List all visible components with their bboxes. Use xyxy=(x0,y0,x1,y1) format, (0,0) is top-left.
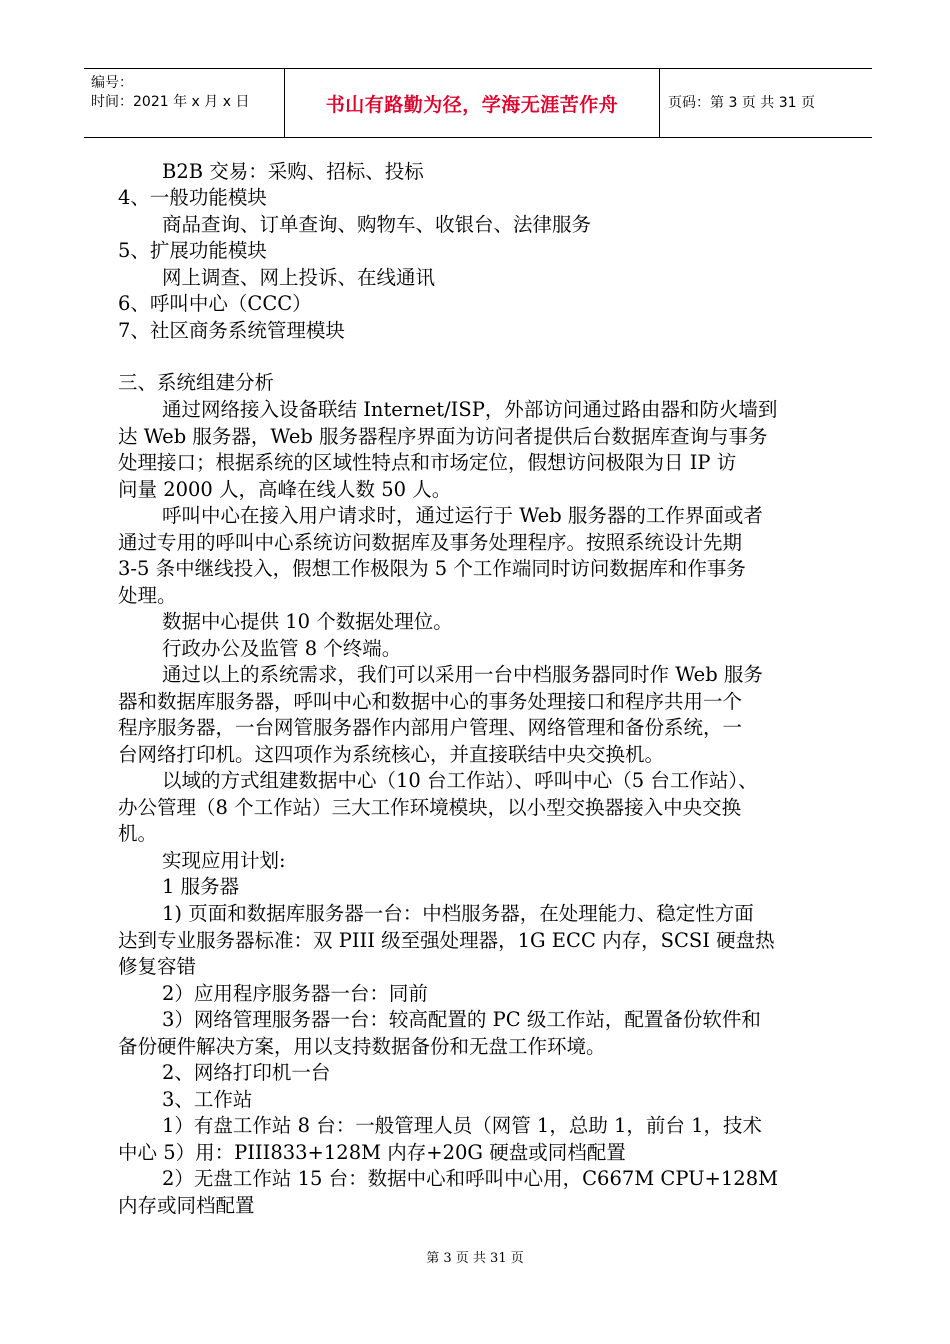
header-meta-cell xyxy=(84,69,285,137)
body-line: 商品查询、订单查询、购物车、收银台、法律服务 xyxy=(162,213,592,236)
body-line: 网上调查、网上投诉、在线通讯 xyxy=(162,266,436,289)
chapter-heading: 三、系统组建分析 xyxy=(118,371,275,394)
paragraph-line: 达 Web 服务器，Web 服务器程序界面为访问者提供后台数据库查询与事务 xyxy=(118,425,768,448)
paragraph-line: 修复容错 xyxy=(118,955,197,978)
paragraph-line: 台网络打印机。这四项作为系统核心，并直接联结中央交换机。 xyxy=(118,743,665,766)
paragraph-line: 行政办公及监管 8 个终端。 xyxy=(162,637,402,660)
paragraph-line: 通过专用的呼叫中心系统访问数据库及事务处理程序。按照系统设计先期 xyxy=(118,531,743,554)
paragraph-line: 机。 xyxy=(118,822,158,845)
paragraph-line: 办公管理（8 个工作站）三大工作环境模块，以小型交换器接入中央交换 xyxy=(118,796,742,819)
paragraph-line: 1）有盘工作站 8 台：一般管理人员（网管 1，总助 1，前台 1，技术 xyxy=(162,1114,763,1137)
body-line: B2B 交易：采购、招标、投标 xyxy=(162,160,424,183)
paragraph-line: 通过网络接入设备联结 Internet/ISP，外部访问通过路由器和防火墙到 xyxy=(162,398,778,421)
paragraph-line: 1) 页面和数据库服务器一台：中档服务器，在处理能力、稳定性方面 xyxy=(162,902,754,925)
document-date-label: 时间：2021 年 x 月 x 日 xyxy=(91,94,250,110)
paragraph-line: 2）应用程序服务器一台：同前 xyxy=(162,982,428,1005)
page-footer: 第 3 页 共 31 页 xyxy=(426,1251,524,1266)
paragraph-line: 内存或同档配置 xyxy=(118,1194,255,1217)
paragraph-line: 2）无盘工作站 15 台：数据中心和呼叫中心用，C667M CPU+128M xyxy=(162,1167,779,1190)
paragraph-line: 3、工作站 xyxy=(162,1088,253,1111)
paragraph-line: 以域的方式组建数据中心（10 台工作站）、呼叫中心（5 台工作站）、 xyxy=(162,769,758,792)
paragraph-line: 器和数据库服务器，呼叫中心和数据中心的事务处理接口和程序共用一个 xyxy=(118,690,743,713)
document-number-label: 编号： xyxy=(91,75,133,91)
header-page-cell xyxy=(660,69,872,137)
paragraph-line: 问量 2000 人，高峰在线人数 50 人。 xyxy=(118,478,452,501)
paragraph-line: 中心 5）用：PIII833+128M 内存+20G 硬盘或同档配置 xyxy=(118,1141,626,1164)
paragraph-line: 处理接口；根据系统的区域性特点和市场定位，假想访问极限为日 IP 访 xyxy=(118,451,737,474)
paragraph-line: 呼叫中心在接入用户请求时，通过运行于 Web 服务器的工作界面或者 xyxy=(162,504,763,527)
section-heading: 5、扩展功能模块 xyxy=(118,239,267,262)
header-motto: 书山有路勤为径，学海无涯苦作舟 xyxy=(325,93,619,116)
paragraph-line: 1 服务器 xyxy=(162,875,240,898)
section-heading: 6、呼叫中心（CCC） xyxy=(118,292,312,315)
section-heading: 4、一般功能模块 xyxy=(118,186,267,209)
paragraph-line: 数据中心提供 10 个数据处理位。 xyxy=(162,610,453,633)
paragraph-line: 2、网络打印机一台 xyxy=(162,1061,331,1084)
header-page-number: 页码：第 3 页 共 31 页 xyxy=(668,95,815,111)
paragraph-line: 达到专业服务器标准：双 PIII 级至强处理器，1G ECC 内存，SCSI 硬盘热 xyxy=(118,929,775,952)
paragraph-line: 处理。 xyxy=(118,584,177,607)
header-motto-cell xyxy=(285,69,660,137)
paragraph-line: 通过以上的系统需求，我们可以采用一台中档服务器同时作 Web 服务 xyxy=(162,663,763,686)
paragraph-line: 程序服务器，一台网管服务器作内部用户管理、网络管理和备份系统，一 xyxy=(118,716,743,739)
paragraph-line: 3）网络管理服务器一台：较高配置的 PC 级工作站，配置备份软件和 xyxy=(162,1008,761,1031)
paragraph-line: 备份硬件解决方案，用以支持数据备份和无盘工作环境。 xyxy=(118,1035,606,1058)
paragraph-line: 3-5 条中继线投入，假想工作极限为 5 个工作端同时访问数据库和作事务 xyxy=(118,557,746,580)
paragraph-line: 实现应用计划: xyxy=(162,849,286,872)
section-heading: 7、社区商务系统管理模块 xyxy=(118,319,345,342)
page-header xyxy=(84,68,872,138)
